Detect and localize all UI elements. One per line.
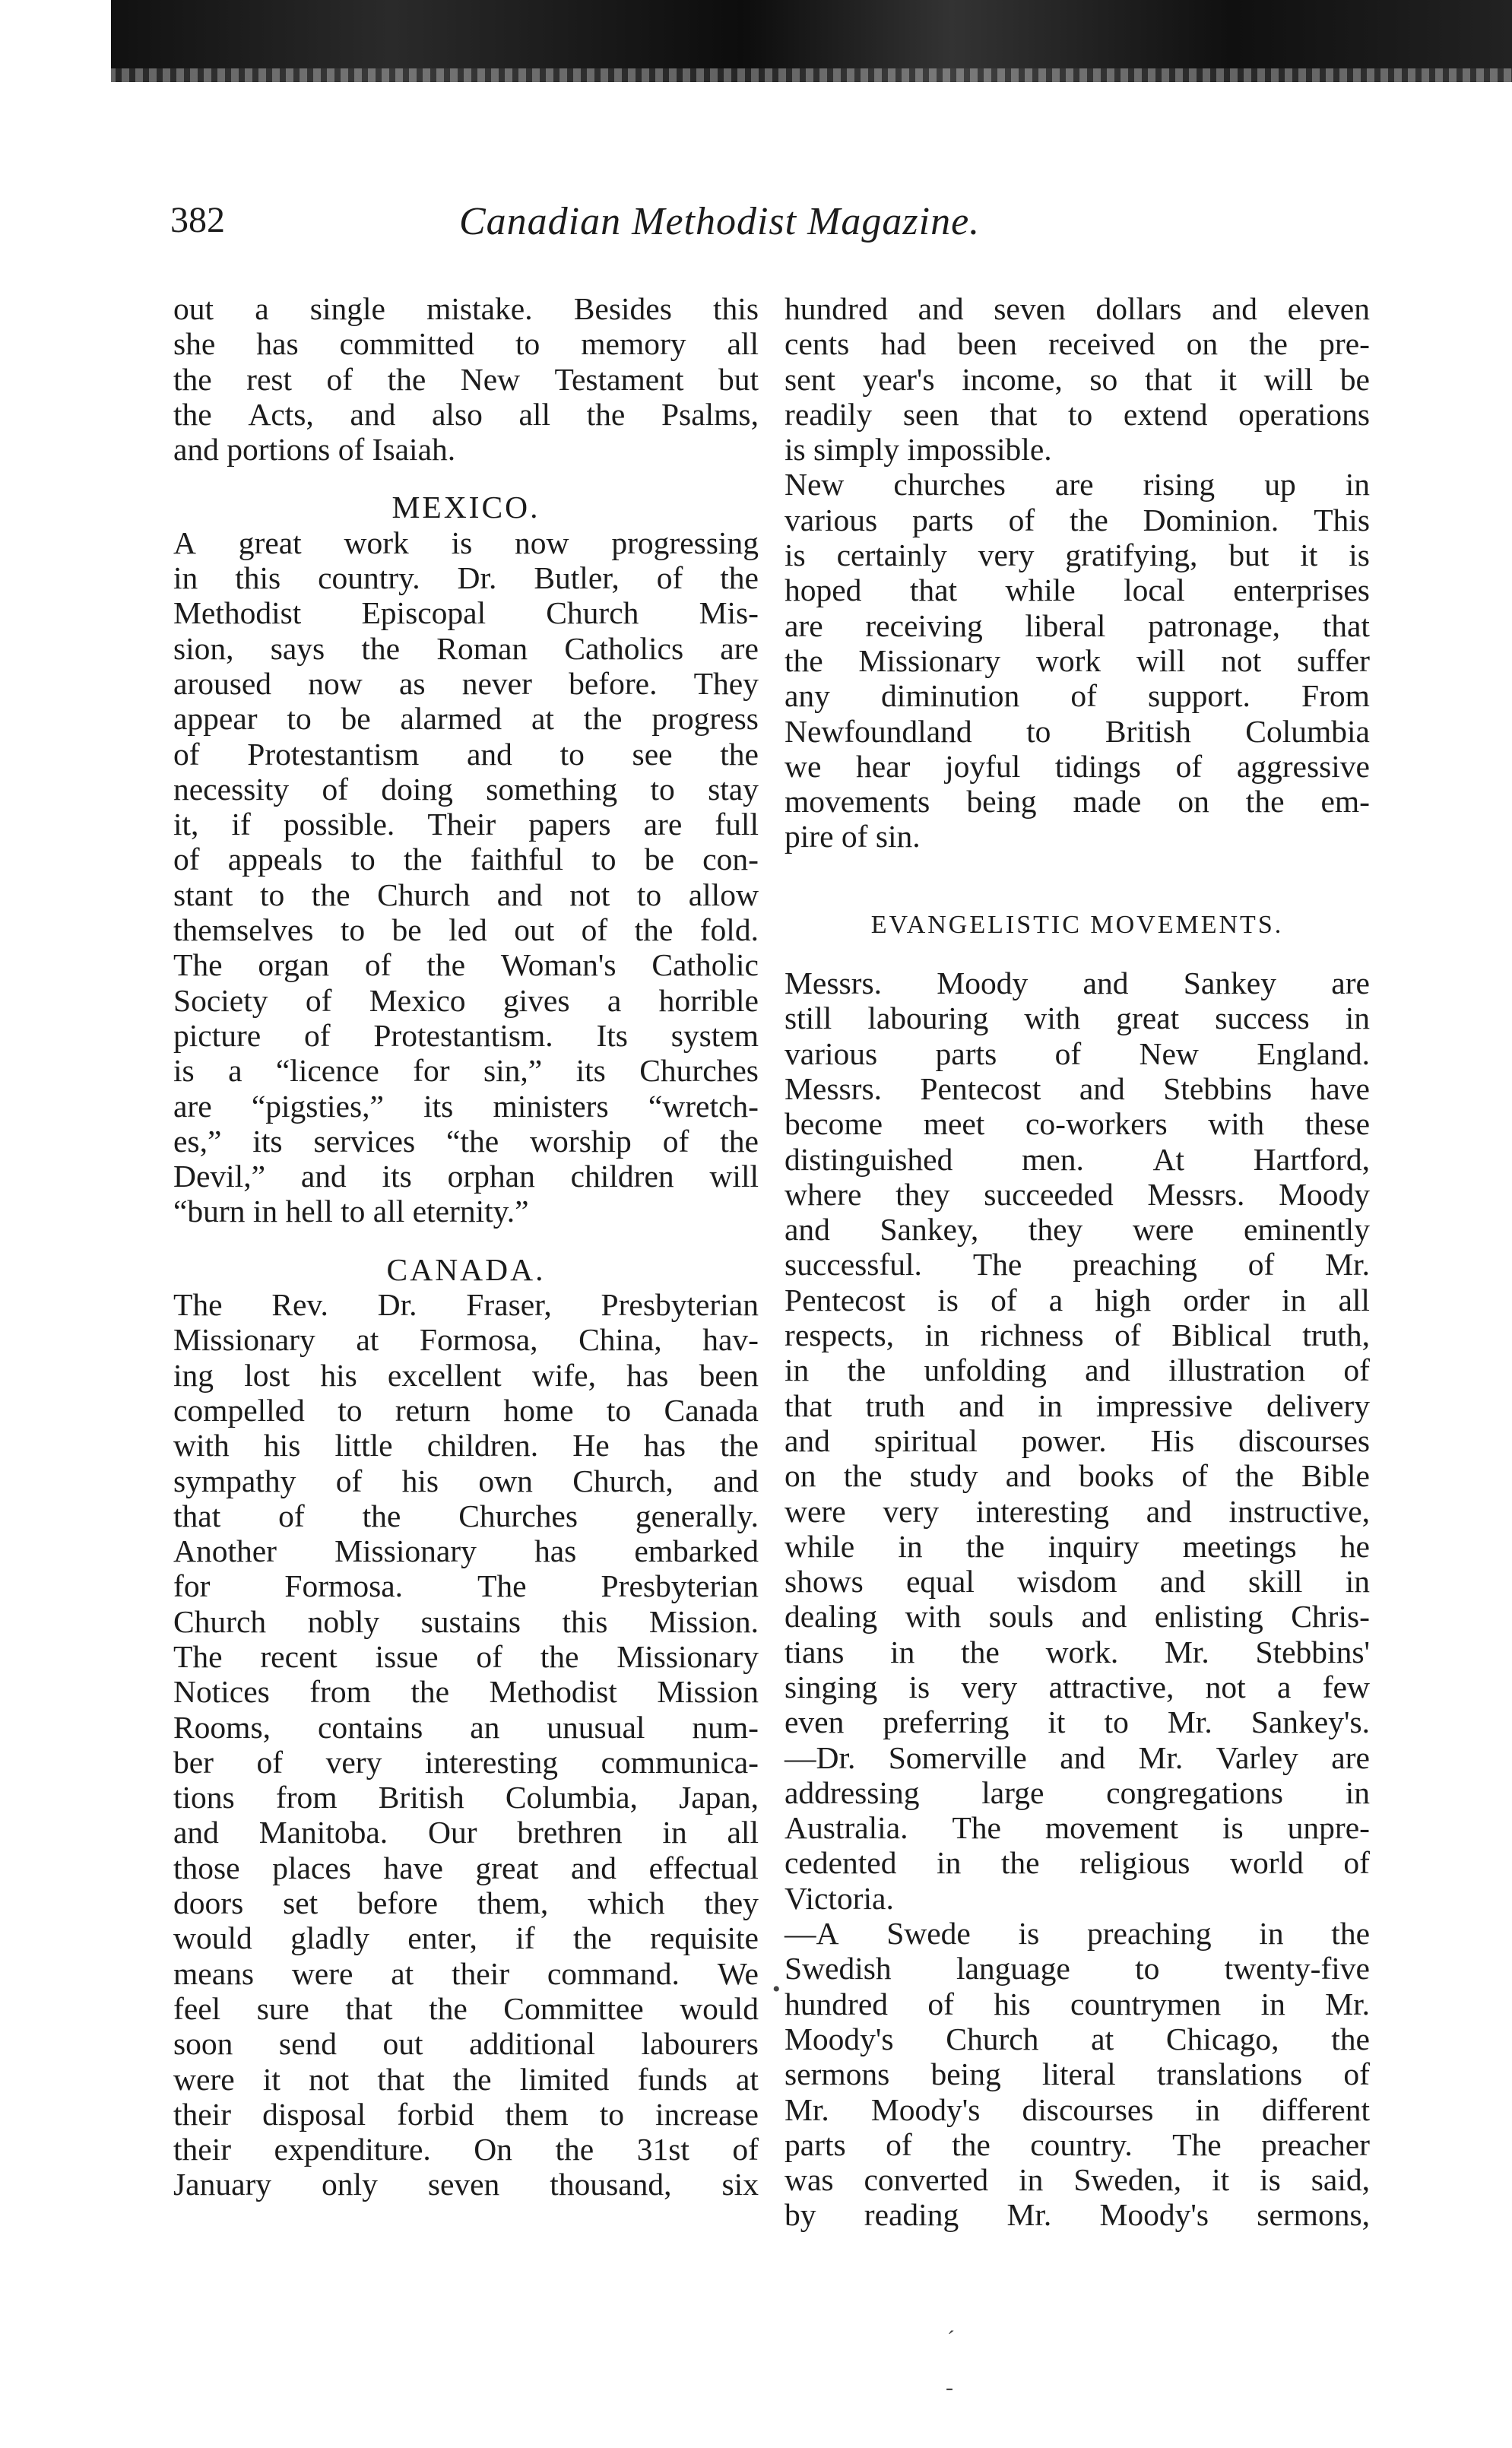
text-line: Another Missionary has embarked (173, 1533, 759, 1569)
text-line: various parts of New England. (785, 1035, 1370, 1071)
text-line: parts of the country. The preacher (785, 2126, 1370, 2162)
text-line: pire of sin. (785, 819, 921, 855)
text-line: it, if possible. Their papers are full (173, 807, 759, 842)
text-line: of appeals to the faithful to be con- (173, 842, 759, 877)
text-line: “burn in hell to all eternity.” (173, 1194, 529, 1229)
text-line: their disposal forbid them to increase (173, 2096, 759, 2132)
text-line: the Missionary work will not suffer (785, 642, 1370, 678)
text-line: themselves to be led out of the fold. (173, 912, 759, 948)
text-line: means were at their command. We (173, 1955, 759, 1991)
right-column (785, 291, 1370, 2233)
text-line: while in the inquiry meetings he (785, 1528, 1370, 1564)
text-line: necessity of doing something to stay (173, 771, 759, 807)
text-line: successful. The preaching of Mr. (785, 1247, 1370, 1283)
text-line: she has committed to memory all (173, 326, 759, 362)
text-line: sympathy of his own Church, and (173, 1463, 759, 1498)
text-line: readily seen that to extend operations (785, 396, 1370, 432)
text-line: Messrs. Moody and Sankey are (785, 966, 1370, 1001)
text-line: Devil,” and its orphan children will (173, 1159, 759, 1194)
text-line: appear to be alarmed at the progress (173, 701, 759, 737)
text-line: those places have great and effectual (173, 1850, 759, 1885)
section-heading: MEXICO. (391, 490, 540, 525)
text-line: A great work is now progressing (173, 525, 759, 560)
text-line: Missionary at Formosa, China, hav- (173, 1322, 759, 1358)
running-title: Canadian Methodist Magazine. (459, 200, 981, 243)
section-heading: CANADA. (386, 1251, 546, 1287)
text-line: singing is very attractive, not a few (785, 1669, 1370, 1704)
text-line: Mr. Moody's discourses in different (785, 2091, 1370, 2127)
paragraph-gap (785, 943, 1370, 966)
text-line: the rest of the New Testament but (173, 361, 759, 397)
text-line: are receiving liberal patronage, that (785, 607, 1370, 643)
text-line: sion, says the Roman Catholics are (173, 630, 759, 666)
text-line: aroused now as never before. They (173, 665, 759, 701)
text-line: out a single mistake. Besides this (173, 291, 759, 326)
scan-edge-strip (111, 0, 1512, 82)
text-line: —Dr. Somerville and Mr. Varley are (785, 1739, 1370, 1775)
text-line: become meet co-workers with these (785, 1106, 1370, 1142)
stray-mark: ˊ (947, 2326, 955, 2351)
text-line: and portions of Isaiah. (173, 432, 456, 468)
text-line: we hear joyful tidings of aggressive (785, 748, 1370, 784)
text-line: various parts of the Dominion. This (785, 502, 1370, 537)
text-line: and spiritual power. His discourses (785, 1422, 1370, 1458)
text-line: where they succeeded Messrs. Moody (785, 1176, 1370, 1212)
text-line: —A Swede is preaching in the (785, 1916, 1370, 1952)
text-line: and Manitoba. Our brethren in all (173, 1815, 759, 1850)
section-heading: EVANGELISTIC MOVEMENTS. (870, 910, 1284, 939)
text-line: cents had been received on the pre- (785, 326, 1370, 362)
text-line: Messrs. Pentecost and Stebbins have (785, 1070, 1370, 1106)
text-line: dealing with souls and enlisting Chris- (785, 1599, 1370, 1635)
text-line: distinguished men. At Hartford, (785, 1141, 1370, 1177)
text-line: that of the Churches generally. (173, 1498, 759, 1533)
text-line: Moody's Church at Chicago, the (785, 2021, 1370, 2056)
text-line: soon send out additional labourers (173, 2026, 759, 2062)
text-line: Church nobly sustains this Mission. (173, 1603, 759, 1639)
text-line: cedented in the religious world of (785, 1845, 1370, 1881)
paragraph-gap (173, 1229, 759, 1252)
text-line: The organ of the Woman's Catholic (173, 947, 759, 983)
text-line: addressing large congregations in (785, 1774, 1370, 1810)
text-line: Pentecost is of a high order in all (785, 1282, 1370, 1318)
text-line: picture of Protestantism. Its system (173, 1017, 759, 1053)
page-number: 382 (170, 200, 225, 240)
stray-mark: - (946, 2375, 953, 2400)
text-line: in the unfolding and illustration of (785, 1352, 1370, 1388)
text-line: Notices from the Methodist Mission (173, 1674, 759, 1710)
text-line: is simply impossible. (785, 432, 1052, 468)
text-line: any diminution of support. From (785, 678, 1370, 714)
text-line: with his little children. He has the (173, 1428, 759, 1463)
text-line: doors set before them, which they (173, 1885, 759, 1921)
text-line: compelled to return home to Canada (173, 1392, 759, 1428)
text-line: shows equal wisdom and skill in (785, 1564, 1370, 1600)
text-line: respects, in richness of Biblical truth, (785, 1318, 1370, 1353)
text-line: Australia. The movement is unpre- (785, 1810, 1370, 1846)
left-column (173, 291, 759, 2202)
text-line: and Sankey, they were eminently (785, 1212, 1370, 1248)
text-line: ber of very interesting communica- (173, 1744, 759, 1780)
text-line: are “pigsties,” its ministers “wretch- (173, 1088, 759, 1124)
paragraph-gap (785, 855, 1370, 908)
text-line: by reading Mr. Moody's sermons, (785, 2197, 1370, 2233)
text-line: Swedish language to twenty-five (785, 1951, 1370, 1987)
text-line: movements being made on the em- (785, 784, 1370, 820)
text-line: even preferring it to Mr. Sankey's. (785, 1704, 1370, 1740)
text-line: for Formosa. The Presbyterian (173, 1568, 759, 1604)
text-line: Methodist Episcopal Church Mis- (173, 595, 759, 631)
text-line: stant to the Church and not to allow (173, 877, 759, 912)
page-header (170, 199, 1341, 260)
text-line: sent year's income, so that it will be (785, 361, 1370, 397)
text-line: were it not that the limited funds at (173, 2061, 759, 2097)
text-line: hundred and seven dollars and eleven (785, 291, 1370, 326)
text-line: feel sure that the Committee would (173, 1990, 759, 2026)
paragraph-gap (173, 467, 759, 490)
text-line: Rooms, contains an unusual num- (173, 1709, 759, 1745)
text-line: their expenditure. On the 31st of (173, 2132, 759, 2167)
text-line: hoped that while local enterprises (785, 572, 1370, 608)
text-line: in this country. Dr. Butler, of the (173, 560, 759, 596)
text-line: still labouring with great success in (785, 1000, 1370, 1036)
text-line: of Protestantism and to see the (173, 736, 759, 772)
text-line: ing lost his excellent wife, has been (173, 1357, 759, 1393)
text-line: es,” its services “the worship of the (173, 1123, 759, 1159)
text-line: The Rev. Dr. Fraser, Presbyterian (173, 1287, 759, 1323)
text-line: hundred of his countrymen in Mr. (785, 1986, 1370, 2022)
text-line: is a “licence for sin,” its Churches (173, 1053, 759, 1089)
text-line: is certainly very gratifying, but it is (785, 537, 1370, 573)
text-line: the Acts, and also all the Psalms, (173, 396, 759, 432)
text-line: Victoria. (785, 1880, 894, 1916)
text-line: Newfoundland to British Columbia (785, 713, 1370, 749)
text-line: New churches are rising up in (785, 467, 1370, 503)
text-line: were very interesting and instructive, (785, 1493, 1370, 1529)
text-line: would gladly enter, if the requisite (173, 1920, 759, 1956)
text-line: tions from British Columbia, Japan, (173, 1780, 759, 1815)
text-line: tians in the work. Mr. Stebbins' (785, 1634, 1370, 1670)
text-line: January only seven thousand, six (173, 2167, 759, 2202)
text-line: on the study and books of the Bible (785, 1458, 1370, 1494)
text-line: Society of Mexico gives a horrible (173, 982, 759, 1018)
text-line: The recent issue of the Missionary (173, 1638, 759, 1674)
text-line: was converted in Sweden, it is said, (785, 2162, 1370, 2198)
stray-mark: • (772, 1977, 781, 2002)
text-line: that truth and in impressive delivery (785, 1387, 1370, 1423)
text-line: sermons being literal translations of (785, 2056, 1370, 2092)
